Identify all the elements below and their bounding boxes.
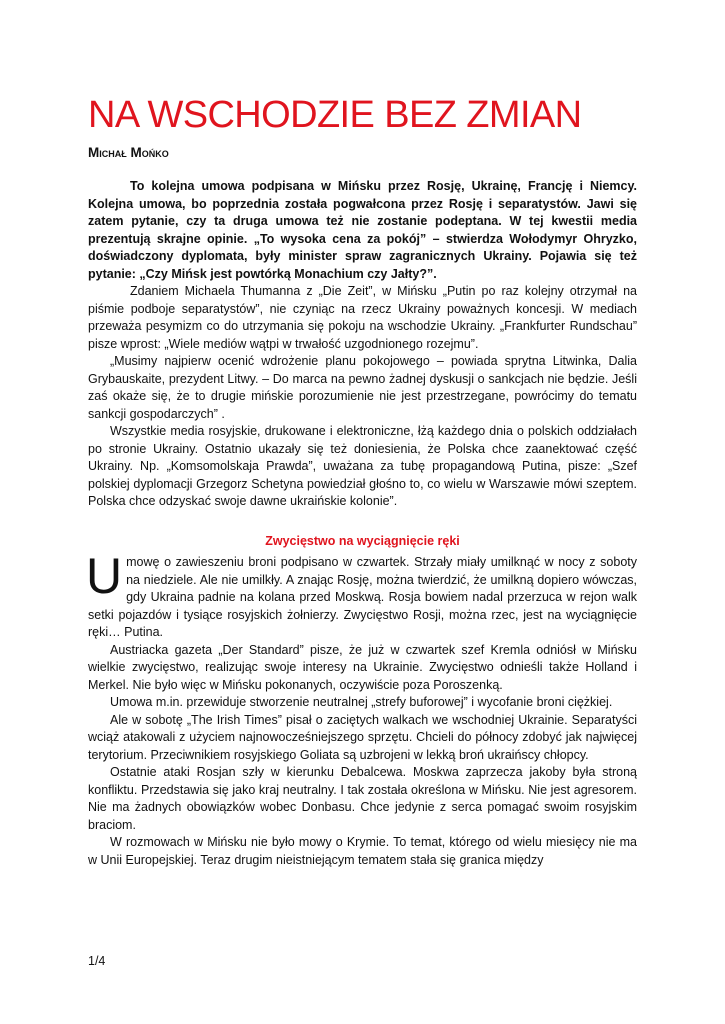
lead-paragraph: To kolejna umowa podpisana w Mińsku przez Rosję, Ukrainę, Francję i Niemcy. Kolejna umowa, bo poprzednia została pogwałcona przez Rosję i separatystów. Jawi się zatem pytanie, czy ta druga umowa też nie zostanie podeptana. W tej kwestii media prezentują skrajne opinie. „To wysoka cena za pokój” – stwierdza Wołodymyr Ohryzko, doświadczony dyplomata, były minister spraw zagranicznych Ukrainy. Pojawia się też pytanie: „Czy Mińsk jest powtórką Monachium czy Jałty?”. xyxy=(88,179,637,281)
article-title: NA WSCHODZIE BEZ ZMIAN xyxy=(88,94,582,136)
body-paragraph: „Musimy najpierw ocenić wdrożenie planu pokojowego – powiada sprytna Litwinka, Dalia Grybauskaite, prezydent Litwy. – Do marca na pewno żadnej dyskusji o sankcjach nie będzie. Jeśli zaś okaże się, że to drugie mińskie porozumienie nie jest przestrzegane, powrócimy do tematu sankcji gospodarczych” . xyxy=(88,354,637,421)
dropcap-paragraph-text: mowę o zawieszeniu broni podpisano w czwartek. Strzały miały umilknąć w nocy z soboty na niedziele. Ale nie umilkły. A znając Rosję, można twierdzić, że umilkną dopiero wówczas, gdy Ukraina padnie na kolana przed Moskwą. Rosja bowiem nadal przerzuca w rejon walk setki pojazdów i tysiące rosyjskich żołnierzy. Zwycięstwo Rosji, można rzec, jest na wyciągnięcie ręki… Putina. xyxy=(88,555,637,639)
body-paragraph: Umowa m.in. przewiduje stworzenie neutralnej „strefy buforowej” i wycofanie broni ciężkiej. xyxy=(110,695,613,709)
body-paragraph: Wszystkie media rosyjskie, drukowane i elektroniczne, łżą każdego dnia o polskich oddziałach po stronie Ukrainy. Ostatnio ukazały się też doniesienia, że Polska chce zaanektować część Ukrainy. Np. „Komsomolskaja Prawda”, uważana za tubę propagandową Putina, pisze: „Szef polskiej dyplomacji Grzegorz Schetyna powiedział głośno to, co wielu w Warszawie mówi szeptem. Polska chce odzyskać swoje dawne ukraińskie kolonie”. xyxy=(88,424,637,508)
page-number: 1/4 xyxy=(88,954,106,968)
author-name: Michał Mońko xyxy=(88,145,169,160)
article-body xyxy=(88,178,637,869)
body-paragraph: W rozmowach w Mińsku nie było mowy o Krymie. To temat, którego od wielu miesięcy nie ma w Unii Europejskiej. Teraz drugim nieistniejącym tematem stała się granica między xyxy=(88,835,637,867)
dropcap-letter: U xyxy=(86,548,123,604)
dropcap-paragraph xyxy=(86,548,637,642)
body-paragraph: Zdaniem Michaela Thumanna z „Die Zeit”, w Mińsku „Putin po raz kolejny otrzymał na piśmie podboje separatystów”, nie czyniąc na rzecz Ukrainy poważnych koncesji. W mediach przeważa pesymizm co do utrzymania się pokoju na wschodzie Ukrainy. „Frankfurter Rundschau” pisze wprost: „Wiele mediów wątpi w trwałość uzgodnionego rozejmu”. xyxy=(88,284,637,351)
body-paragraph: Ostatnie ataki Rosjan szły w kierunku Debalcewa. Moskwa zaprzecza jakoby była stroną konfliktu. Przedstawia się jako kraj neutralny. I tak została określona w Mińsku. Nie jest agresorem. Nie ma żadnych obowiązków wobec Donbasu. Chce jedynie z serca pomagać swoim rosyjskim braciom. xyxy=(88,765,637,832)
body-paragraph: Austriacka gazeta „Der Standard” pisze, że już w czwartek szef Kremla odniósł w Mińsku wielkie zwycięstwo, realizując swoje interesy na Ukrainie. Zwycięstwo odnieśli także Holland i Merkel. Nie było więc w Mińsku pokonanych, oczywiście poza Poroszenką. xyxy=(88,642,637,692)
section-heading: Zwycięstwo na wyciągnięcie ręki xyxy=(265,533,460,548)
body-paragraph: Ale w sobotę „The Irish Times” pisał o zaciętych walkach we wschodniej Ukrainie. Separatyści wciąż atakowali z użyciem najnowocześniejszego sprzętu. Chcieli do północy zdobyć jak najwięcej terytorium. Przeciwnikiem rosyjskiego Goliata są uzbrojeni w lekką broń ukraińscy chłopcy. xyxy=(88,712,637,762)
